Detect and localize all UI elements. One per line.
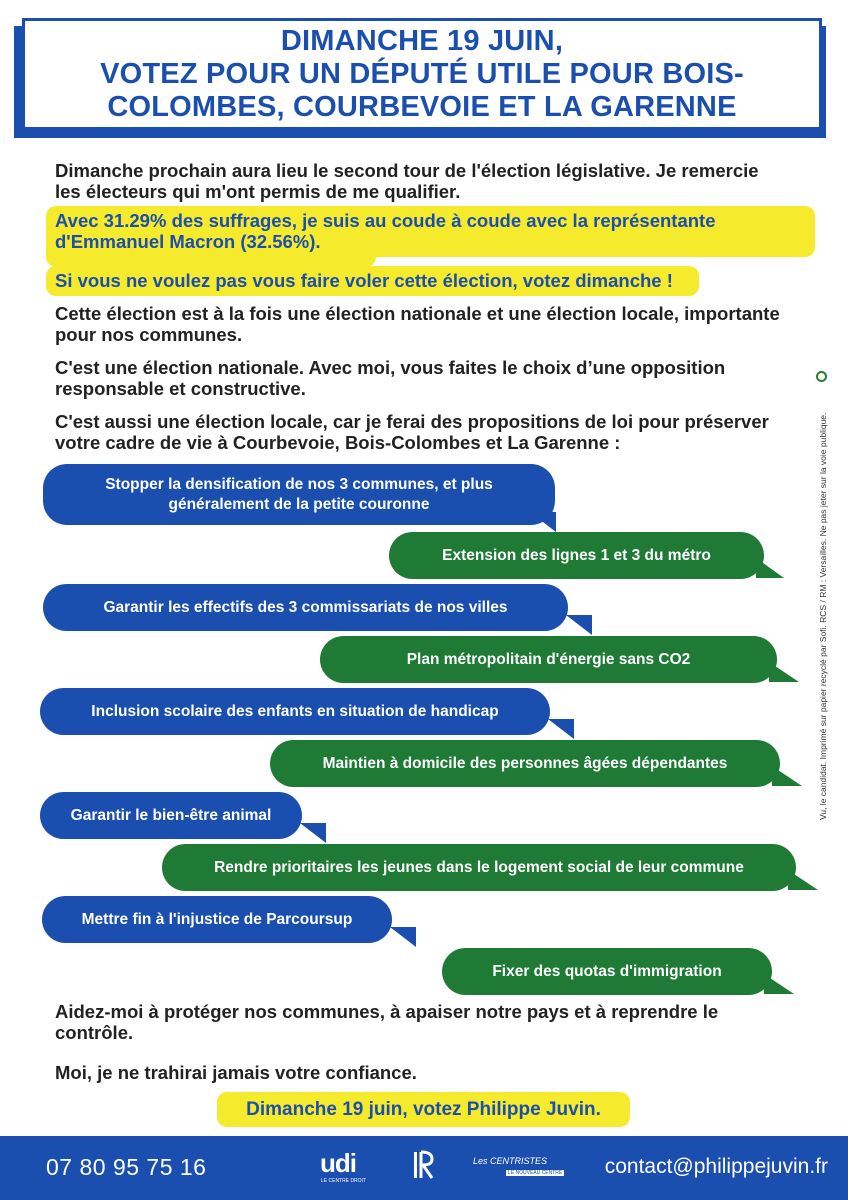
proposal-bubble — [162, 844, 796, 891]
title-line-2: VOTEZ POUR UN DÉPUTÉ UTILE POUR BOIS- — [100, 57, 744, 90]
proposal-bubble — [40, 688, 550, 735]
bubble-tail — [530, 512, 556, 532]
intro-paragraph-2: Cette élection est à la fois une élection nationale et une élection locale, importante pour nos communes. — [55, 303, 780, 345]
contact-email[interactable]: contact@philippejuvin.fr — [604, 1155, 828, 1178]
bubble-tail — [769, 662, 799, 682]
proposal-bubble — [270, 740, 780, 787]
proposal-bubble — [389, 532, 764, 579]
highlight-score-line-1: Avec 31.29% des suffrages, je suis au coude à coude avec la représentante — [55, 210, 716, 231]
highlight-warning: Si vous ne voulez pas vous faire voler cette élection, votez dimanche ! — [46, 266, 699, 296]
proposal-text: Maintien à domicile des personnes âgées dépendantes — [322, 754, 728, 772]
final-call-to-action: Dimanche 19 juin, votez Philippe Juvin. — [217, 1092, 630, 1127]
udi-logo: udi — [320, 1148, 356, 1178]
proposal-text: Inclusion scolaire des enfants en situation de handicap — [91, 702, 499, 720]
proposal-bubble — [442, 948, 772, 995]
phone-number[interactable]: 07 80 95 75 16 — [46, 1154, 207, 1180]
page-title — [100, 25, 744, 124]
bubble-tail — [772, 766, 802, 786]
intro-paragraph-3: C'est une élection nationale. Avec moi, vous faites le choix d’une opposition responsable et constructive. — [55, 357, 726, 399]
proposal-bubble — [320, 636, 777, 683]
proposal-bubble — [40, 792, 302, 839]
bubble-tail — [764, 974, 794, 994]
proposal-bubble — [43, 584, 568, 631]
closing-paragraph-2: Moi, je ne trahirai jamais votre confiance. — [55, 1062, 417, 1083]
legal-mention: Vu, le candidat. Imprimé sur papier recyclé par Sofi. RCS / RM : Versailles. Ne pas jeter sur la voie publique. — [818, 412, 828, 820]
proposal-text: Rendre prioritaires les jeunes dans le logement social de leur commune — [214, 858, 744, 876]
bubble-tail — [300, 823, 326, 843]
bubble-tail — [566, 615, 592, 635]
intro-paragraph-1: Dimanche prochain aura lieu le second tour de l'élection législative. Je remercie les électeurs qui m'ont permis de me qualifier. — [55, 160, 759, 202]
proposal-text: Fixer des quotas d'immigration — [492, 962, 722, 980]
udi-logo-subtitle: LE CENTRE DROIT — [321, 1178, 367, 1184]
proposal-text: Extension des lignes 1 et 3 du métro — [442, 546, 711, 564]
centristes-logo-subtitle: LE NOUVEAU CENTRE — [508, 1170, 563, 1176]
bubble-tail — [390, 927, 416, 947]
proposal-text: Garantir les effectifs des 3 commissariats de nos villes — [103, 598, 508, 616]
proposal-text: Plan métropolitain d'énergie sans CO2 — [406, 650, 691, 668]
intro-paragraph-4: C'est aussi une élection locale, car je ferai des propositions de loi pour préserver votre cadre de vie à Courbevoie, Bois-Colombes et La Garenne : — [55, 411, 769, 453]
highlight-score-line-2: d'Emmanuel Macron (32.56%). — [55, 231, 321, 252]
centristes-logo: Les CENTRISTES — [473, 1156, 548, 1166]
bubble-tail — [548, 719, 574, 739]
closing-paragraph-1: Aidez-moi à protéger nos communes, à apaiser notre pays et à reprendre le contrôle. — [55, 1001, 719, 1043]
title-line-3: COLOMBES, COURBEVOIE ET LA GARENNE — [107, 90, 737, 123]
proposal-bubble — [42, 896, 392, 943]
header-box — [22, 18, 822, 130]
proposal-text: Mettre fin à l'injustice de Parcoursup — [81, 910, 353, 928]
highlight-score — [46, 206, 815, 257]
bubble-tail — [756, 558, 784, 578]
lr-logo — [412, 1150, 434, 1185]
recycle-icon — [816, 371, 827, 382]
title-line-1: DIMANCHE 19 JUIN, — [280, 24, 564, 57]
bubble-tail — [788, 870, 818, 890]
footer-bar — [0, 1136, 848, 1200]
proposal-bubble — [43, 464, 555, 525]
proposal-text: Garantir le bien-être animal — [70, 806, 272, 824]
proposal-text: Stopper la densification de nos 3 communes, et plus généralement de la petite couronne — [105, 475, 493, 513]
